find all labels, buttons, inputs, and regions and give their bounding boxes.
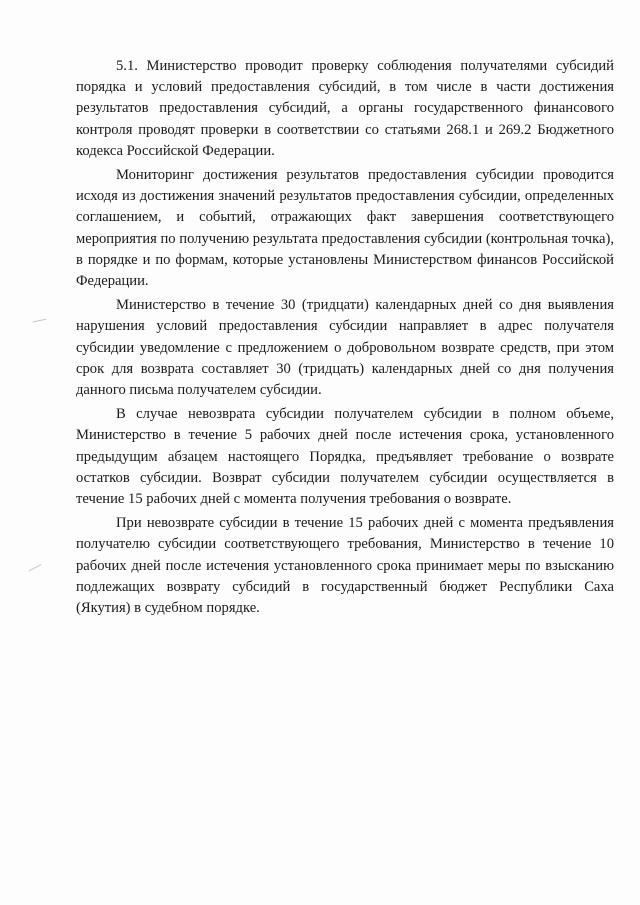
paragraph-violation-notice: Министерство в течение 30 (тридцати) календарных дней со дня выявления нарушения условий предоставления субсидии направляет в адрес получателя субсидии уведомление с предложением о добровольном возврате средств, при этом срок для возврата составляет 30 (тридцать) календарных дней со дня получения данного письма получателем субсидии. xyxy=(76,297,614,399)
scan-artifact-mark xyxy=(33,319,48,327)
scan-artifact-mark xyxy=(29,564,44,575)
paragraph-5-1: 5.1. Министерство проводит проверку соблюдения получателями субсидий порядка и условий предоставления субсидий, в том числе в части достижения результатов предоставления субсидий, а органы государственного финансового контроля проводят проверки в соответствии со статьями 268.1 и 269.2 Бюджетного кодекса Российской Федерации. xyxy=(76,58,614,159)
paragraph-monitoring: Мониторинг достижения результатов предоставления субсидии проводится исходя из достижения значений результатов предоставления субсидии, определенных соглашением, и событий, отражающих факт завершения соответствующего мероприятия по получению результата предоставления субсидии (контрольная точка), в порядке и по формам, которые установлены Министерством финансов Российской Федерации. xyxy=(76,167,614,290)
document-body xyxy=(76,56,614,622)
paragraph-non-return-requirement: В случае невозврата субсидии получателем субсидии в полном объеме, Министерство в течение 5 рабочих дней после истечения срока, установленного предыдущим абзацем настоящего Порядка, предъявляет требование о возврате остатков субсидии. Возврат субсидии получателем субсидии осуществляется в течение 15 рабочих дней с момента получения требования о возврате. xyxy=(76,406,614,508)
paragraph-recovery-measures: При невозврате субсидии в течение 15 рабочих дней с момента предъявления получателю субсидии соответствующего требования, Министерство в течение 10 рабочих дней после истечения установленного срока принимает меры по взысканию подлежащих возврату субсидий в государственный бюджет Республики Саха (Якутия) в судебном порядке. xyxy=(76,515,614,617)
